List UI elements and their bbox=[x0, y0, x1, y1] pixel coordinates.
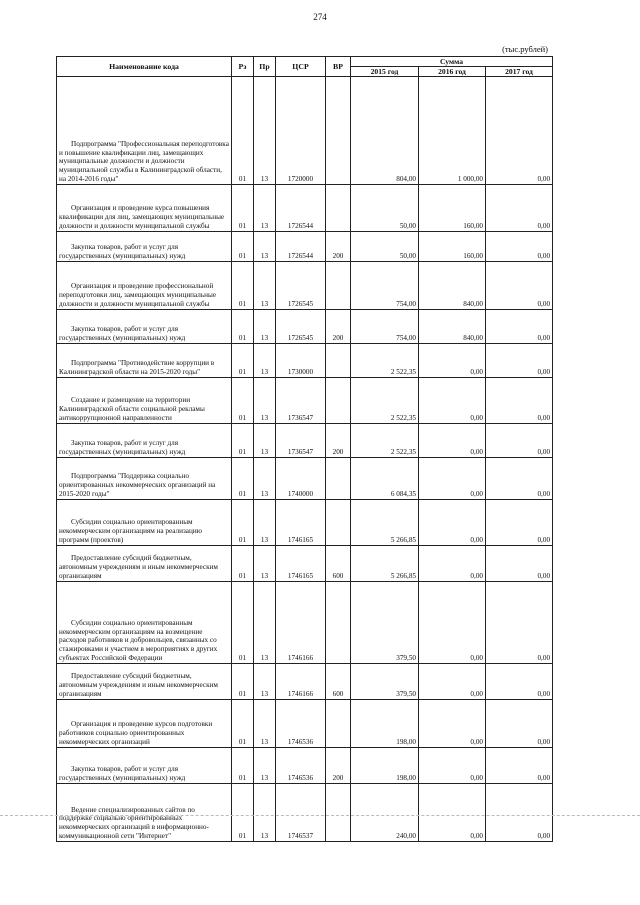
row-2016: 840,00 bbox=[419, 310, 486, 344]
table-row bbox=[57, 748, 553, 784]
row-2016: 160,00 bbox=[419, 232, 486, 262]
row-name: Предоставление субсидий бюджетным, автономным учреждениям и иным некоммерческим организациям bbox=[57, 546, 232, 582]
row-2017: 0,00 bbox=[486, 232, 553, 262]
row-name: Закупка товаров, работ и услуг для государственных (муниципальных) нужд bbox=[57, 232, 232, 262]
row-name: Закупка товаров, работ и услуг для государственных (муниципальных) нужд bbox=[57, 424, 232, 458]
row-vr bbox=[326, 700, 351, 748]
row-csr: 1726545 bbox=[276, 262, 326, 310]
row-2015: 240,00 bbox=[351, 784, 419, 842]
row-vr bbox=[326, 500, 351, 546]
table-row bbox=[57, 185, 553, 232]
row-vr bbox=[326, 378, 351, 424]
table-row bbox=[57, 664, 553, 700]
row-pr: 13 bbox=[254, 424, 276, 458]
row-vr bbox=[326, 582, 351, 664]
row-pr: 13 bbox=[254, 700, 276, 748]
table-row bbox=[57, 344, 553, 378]
row-2017: 0,00 bbox=[486, 77, 553, 185]
row-vr: 600 bbox=[326, 664, 351, 700]
row-vr bbox=[326, 77, 351, 185]
row-name: Создание и размещение на территории Калининградской области социальной рекламы антикоррупционной направленности bbox=[57, 378, 232, 424]
row-2015: 5 266,85 bbox=[351, 500, 419, 546]
row-rz: 01 bbox=[232, 664, 254, 700]
row-rz: 01 bbox=[232, 500, 254, 546]
row-pr: 13 bbox=[254, 784, 276, 842]
row-2017: 0,00 bbox=[486, 546, 553, 582]
row-2017: 0,00 bbox=[486, 424, 553, 458]
row-2017: 0,00 bbox=[486, 664, 553, 700]
row-csr: 1746166 bbox=[276, 664, 326, 700]
row-name: Организация и проведение профессиональной переподготовки лиц, замещающих муниципальные должности и должности муниципальной службы bbox=[57, 262, 232, 310]
table-row bbox=[57, 500, 553, 546]
row-pr: 13 bbox=[254, 232, 276, 262]
header-rz: Рз bbox=[232, 57, 254, 77]
row-pr: 13 bbox=[254, 262, 276, 310]
row-2016: 1 000,00 bbox=[419, 77, 486, 185]
row-rz: 01 bbox=[232, 185, 254, 232]
row-csr: 1736547 bbox=[276, 424, 326, 458]
row-rz: 01 bbox=[232, 582, 254, 664]
row-pr: 13 bbox=[254, 500, 276, 546]
row-vr: 200 bbox=[326, 748, 351, 784]
scan-edge-line bbox=[0, 815, 640, 816]
row-2016: 0,00 bbox=[419, 700, 486, 748]
row-vr bbox=[326, 458, 351, 500]
row-csr: 1726544 bbox=[276, 185, 326, 232]
table-row bbox=[57, 458, 553, 500]
row-2016: 0,00 bbox=[419, 664, 486, 700]
row-2015: 6 084,35 bbox=[351, 458, 419, 500]
row-2016: 840,00 bbox=[419, 262, 486, 310]
row-rz: 01 bbox=[232, 232, 254, 262]
row-2016: 0,00 bbox=[419, 582, 486, 664]
header-year-2016: 2016 год bbox=[419, 67, 486, 77]
row-csr: 1726544 bbox=[276, 232, 326, 262]
row-name: Подпрограмма "Профессиональная переподготовка и повышение квалификации лиц, замещающих муниципальные должности и должности муниципальной службы в Калининградской области, на 2014-2016 годы" bbox=[57, 77, 232, 185]
row-csr: 1720000 bbox=[276, 77, 326, 185]
row-csr: 1746536 bbox=[276, 700, 326, 748]
row-2015: 754,00 bbox=[351, 262, 419, 310]
row-2017: 0,00 bbox=[486, 344, 553, 378]
table-row bbox=[57, 424, 553, 458]
row-2015: 198,00 bbox=[351, 700, 419, 748]
page-number: 274 bbox=[313, 12, 327, 22]
row-vr bbox=[326, 185, 351, 232]
row-2016: 0,00 bbox=[419, 500, 486, 546]
row-2017: 0,00 bbox=[486, 784, 553, 842]
row-vr: 600 bbox=[326, 546, 351, 582]
header-row-1 bbox=[57, 57, 553, 67]
row-csr: 1746165 bbox=[276, 500, 326, 546]
row-2017: 0,00 bbox=[486, 458, 553, 500]
row-name: Ведение специализированных сайтов по поддержке социально ориентированных некоммерческих организаций в информационно-коммуникационной сети "Интернет" bbox=[57, 784, 232, 842]
row-name: Закупка товаров, работ и услуг для государственных (муниципальных) нужд bbox=[57, 748, 232, 784]
table-row bbox=[57, 232, 553, 262]
row-pr: 13 bbox=[254, 310, 276, 344]
row-2015: 50,00 bbox=[351, 232, 419, 262]
row-csr: 1736547 bbox=[276, 378, 326, 424]
row-csr: 1746165 bbox=[276, 546, 326, 582]
row-vr bbox=[326, 262, 351, 310]
row-vr: 200 bbox=[326, 310, 351, 344]
row-name: Подпрограмма "Противодействие коррупции в Калининградской области на 2015-2020 годы" bbox=[57, 344, 232, 378]
row-2017: 0,00 bbox=[486, 582, 553, 664]
table-row bbox=[57, 310, 553, 344]
row-2015: 754,00 bbox=[351, 310, 419, 344]
row-2016: 0,00 bbox=[419, 424, 486, 458]
row-pr: 13 bbox=[254, 458, 276, 500]
header-name: Наименование кода bbox=[57, 57, 232, 77]
row-2016: 0,00 bbox=[419, 784, 486, 842]
row-rz: 01 bbox=[232, 310, 254, 344]
row-2015: 804,00 bbox=[351, 77, 419, 185]
row-rz: 01 bbox=[232, 424, 254, 458]
table-row bbox=[57, 262, 553, 310]
header-year-2017: 2017 год bbox=[486, 67, 553, 77]
row-name: Организация и проведение курса повышения квалификации для лиц, замещающих муниципальные должности и должности муниципальной службы bbox=[57, 185, 232, 232]
header-pr: Пр bbox=[254, 57, 276, 77]
row-2017: 0,00 bbox=[486, 700, 553, 748]
row-2015: 379,50 bbox=[351, 582, 419, 664]
row-2015: 2 522,35 bbox=[351, 424, 419, 458]
row-vr: 200 bbox=[326, 232, 351, 262]
row-name: Закупка товаров, работ и услуг для государственных (муниципальных) нужд bbox=[57, 310, 232, 344]
row-2016: 0,00 bbox=[419, 546, 486, 582]
row-name: Субсидии социально ориентированным некоммерческим организациям на возмещение расходов работников и добровольцев, связанных со стажировками и участием в мероприятиях в других субъектах Российской Федерации bbox=[57, 582, 232, 664]
units-label: (тыс.рублей) bbox=[502, 44, 548, 54]
row-2017: 0,00 bbox=[486, 185, 553, 232]
row-rz: 01 bbox=[232, 748, 254, 784]
row-name: Подпрограмма "Поддержка социально ориентированных некоммерческих организаций на 2015-2020 годы" bbox=[57, 458, 232, 500]
row-pr: 13 bbox=[254, 748, 276, 784]
row-2015: 50,00 bbox=[351, 185, 419, 232]
row-2017: 0,00 bbox=[486, 500, 553, 546]
row-csr: 1746537 bbox=[276, 784, 326, 842]
row-csr: 1746166 bbox=[276, 582, 326, 664]
row-pr: 13 bbox=[254, 378, 276, 424]
row-csr: 1746536 bbox=[276, 748, 326, 784]
row-csr: 1730000 bbox=[276, 344, 326, 378]
row-2016: 0,00 bbox=[419, 748, 486, 784]
row-pr: 13 bbox=[254, 582, 276, 664]
table-body bbox=[57, 77, 553, 842]
row-rz: 01 bbox=[232, 262, 254, 310]
row-2017: 0,00 bbox=[486, 310, 553, 344]
row-vr: 200 bbox=[326, 424, 351, 458]
header-vr: ВР bbox=[326, 57, 351, 77]
header-year-2015: 2015 год bbox=[351, 67, 419, 77]
table-row bbox=[57, 784, 553, 842]
row-2015: 2 522,35 bbox=[351, 378, 419, 424]
row-vr bbox=[326, 784, 351, 842]
header-csr: ЦСР bbox=[276, 57, 326, 77]
row-vr bbox=[326, 344, 351, 378]
table-row bbox=[57, 700, 553, 748]
table-row bbox=[57, 378, 553, 424]
row-2016: 0,00 bbox=[419, 378, 486, 424]
row-name: Предоставление субсидий бюджетным, автономным учреждениям и иным некоммерческим организациям bbox=[57, 664, 232, 700]
table-row bbox=[57, 546, 553, 582]
row-pr: 13 bbox=[254, 185, 276, 232]
row-2015: 198,00 bbox=[351, 748, 419, 784]
row-rz: 01 bbox=[232, 458, 254, 500]
row-2015: 2 522,35 bbox=[351, 344, 419, 378]
table-row bbox=[57, 77, 553, 185]
row-2016: 0,00 bbox=[419, 344, 486, 378]
table-row bbox=[57, 582, 553, 664]
row-2017: 0,00 bbox=[486, 262, 553, 310]
row-rz: 01 bbox=[232, 700, 254, 748]
budget-table bbox=[56, 56, 553, 842]
row-rz: 01 bbox=[232, 344, 254, 378]
row-2015: 5 266,85 bbox=[351, 546, 419, 582]
row-rz: 01 bbox=[232, 784, 254, 842]
row-name: Субсидии социально ориентированным некоммерческим организациям на реализацию программ (проектов) bbox=[57, 500, 232, 546]
row-pr: 13 bbox=[254, 546, 276, 582]
row-csr: 1726545 bbox=[276, 310, 326, 344]
row-rz: 01 bbox=[232, 546, 254, 582]
row-2015: 379,50 bbox=[351, 664, 419, 700]
header-sum: Сумма bbox=[351, 57, 553, 67]
row-2016: 160,00 bbox=[419, 185, 486, 232]
row-pr: 13 bbox=[254, 77, 276, 185]
row-csr: 1740000 bbox=[276, 458, 326, 500]
row-rz: 01 bbox=[232, 378, 254, 424]
row-pr: 13 bbox=[254, 344, 276, 378]
row-2016: 0,00 bbox=[419, 458, 486, 500]
row-2017: 0,00 bbox=[486, 378, 553, 424]
row-name: Организация и проведение курсов подготовки работников социально ориентированных некоммерческих организаций bbox=[57, 700, 232, 748]
row-rz: 01 bbox=[232, 77, 254, 185]
row-pr: 13 bbox=[254, 664, 276, 700]
row-2017: 0,00 bbox=[486, 748, 553, 784]
